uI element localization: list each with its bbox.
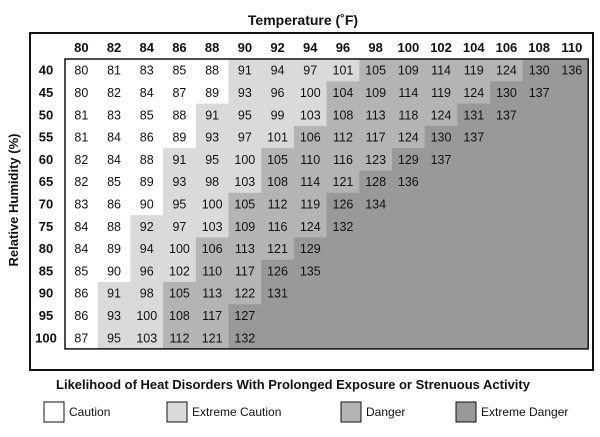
heat-index-value: 85 [107, 175, 122, 190]
temperature-tick-label: 92 [270, 40, 285, 55]
heat-index-value: 127 [234, 308, 256, 323]
heat-index-value: 82 [74, 152, 89, 167]
heat-index-value: 130 [528, 63, 550, 78]
heat-index-value: 106 [299, 130, 321, 145]
heat-index-value: 97 [172, 219, 187, 234]
heat-index-value: 129 [397, 152, 419, 167]
heat-index-value: 118 [398, 108, 419, 123]
heat-cell [556, 171, 589, 194]
heat-cell [457, 193, 490, 216]
heat-cell [392, 215, 425, 238]
heat-index-value: 103 [299, 108, 321, 123]
heat-index-value: 114 [300, 175, 321, 190]
heat-index-value: 95 [237, 108, 252, 123]
heat-index-value: 98 [205, 175, 220, 190]
heat-index-value: 109 [234, 219, 256, 234]
heat-index-value: 97 [237, 130, 252, 145]
heat-index-value: 84 [107, 152, 122, 167]
heat-index-value: 137 [463, 130, 485, 145]
heat-index-value: 137 [528, 85, 550, 100]
humidity-tick-label: 65 [38, 174, 54, 190]
heat-cell [261, 327, 294, 350]
heat-cell [556, 81, 589, 104]
heat-index-value: 93 [237, 85, 252, 100]
temperature-tick-label: 110 [561, 40, 583, 55]
temperature-tick-label: 90 [237, 40, 253, 55]
heat-cell [457, 282, 490, 305]
heat-index-value: 87 [172, 85, 187, 100]
heat-index-value: 119 [300, 197, 321, 212]
heat-index-value: 103 [201, 219, 223, 234]
heat-index-value: 100 [201, 197, 223, 212]
heat-index-value: 97 [303, 63, 318, 78]
heat-cell [490, 327, 523, 350]
heat-index-value: 100 [299, 85, 321, 100]
heat-index-value: 101 [332, 63, 354, 78]
humidity-tick-label: 90 [38, 285, 54, 301]
heat-index-value: 110 [300, 152, 321, 167]
heat-cell [457, 327, 490, 350]
humidity-tick-label: 100 [35, 330, 57, 346]
heat-cell [294, 304, 327, 327]
legend-swatch [341, 402, 361, 422]
heat-index-value: 124 [496, 63, 517, 78]
heat-cell [490, 260, 523, 283]
heat-index-value: 113 [365, 108, 386, 123]
heat-index-value: 100 [234, 152, 256, 167]
legend-label: Extreme Caution [192, 405, 282, 419]
heat-index-value: 103 [234, 175, 256, 190]
heat-index-value: 99 [270, 108, 285, 123]
heat-index-value: 85 [139, 108, 154, 123]
heat-index-value: 119 [463, 63, 484, 78]
heat-cell [556, 193, 589, 216]
heat-index-value: 102 [169, 264, 190, 279]
heat-index-value: 88 [205, 63, 220, 78]
temperature-tick-label: 86 [172, 40, 187, 55]
heat-cell [359, 237, 392, 260]
temperature-tick-label: 108 [528, 40, 551, 55]
heat-index-value: 132 [332, 219, 354, 234]
heat-cell [327, 237, 360, 260]
heat-cell [523, 260, 556, 283]
legend [44, 402, 568, 422]
legend-label: Caution [69, 405, 111, 419]
heat-cell [425, 237, 458, 260]
heat-cell [359, 215, 392, 238]
chart-caption: Likelihood of Heat Disorders With Prolonged Exposure or Strenuous Activity [56, 377, 530, 392]
heat-index-value: 84 [74, 242, 89, 257]
heat-index-value: 105 [234, 197, 256, 212]
heat-index-value: 108 [332, 108, 354, 123]
heat-index-value: 96 [139, 264, 154, 279]
heat-index-value: 86 [107, 197, 122, 212]
heat-index-value: 108 [169, 308, 190, 323]
heat-cell [490, 148, 523, 171]
heat-index-value: 106 [201, 242, 223, 257]
heat-index-value: 83 [74, 197, 89, 212]
y-axis-label: Relative Humidity (%) [6, 133, 21, 267]
heat-index-value: 86 [139, 130, 154, 145]
temperature-tick-label: 100 [397, 40, 420, 55]
legend-item [341, 402, 405, 422]
heat-cell [556, 282, 589, 305]
heat-index-value: 117 [202, 308, 223, 323]
heat-cell [392, 327, 425, 350]
heat-index-value: 131 [463, 108, 485, 123]
heat-cell [425, 193, 458, 216]
heat-index-value: 128 [365, 175, 387, 190]
heat-index-value: 81 [107, 63, 122, 78]
temperature-tick-label: 102 [430, 40, 452, 55]
humidity-tick-label: 40 [38, 62, 54, 78]
heat-cell [523, 304, 556, 327]
heat-index-value: 122 [234, 286, 256, 301]
heat-index-value: 126 [267, 264, 288, 279]
heat-index-value: 101 [267, 130, 288, 145]
heat-cell [327, 260, 360, 283]
heat-index-value: 87 [74, 331, 89, 346]
heat-index-value: 124 [397, 130, 419, 145]
heat-index-value: 136 [397, 175, 419, 190]
heat-cell [425, 304, 458, 327]
heat-index-value: 112 [332, 130, 353, 145]
heat-cell [425, 327, 458, 350]
temperature-tick-label: 82 [106, 40, 122, 55]
temperature-tick-label: 98 [368, 40, 383, 55]
heat-index-value: 113 [234, 242, 255, 257]
humidity-tick-label: 80 [38, 241, 54, 257]
heat-cell [490, 304, 523, 327]
humidity-tick-label: 75 [38, 218, 54, 234]
heat-cell [294, 327, 327, 350]
heat-index-value: 95 [107, 331, 122, 346]
heat-index-value: 109 [365, 85, 387, 100]
heat-cell [556, 304, 589, 327]
heat-cell [327, 327, 360, 350]
heat-cell [523, 237, 556, 260]
heat-index-value: 93 [172, 175, 187, 190]
heat-index-value: 83 [139, 63, 154, 78]
heat-index-value: 95 [205, 152, 220, 167]
heat-index-value: 135 [299, 264, 321, 279]
heat-index-value: 98 [139, 286, 154, 301]
heat-cell [556, 327, 589, 350]
temperature-tick-label: 94 [303, 40, 318, 55]
heat-cell [556, 260, 589, 283]
legend-item [456, 402, 568, 422]
heat-index-value: 114 [431, 63, 452, 78]
heat-index-value: 119 [431, 85, 452, 100]
heat-cell [523, 193, 556, 216]
heat-index-value: 80 [74, 85, 89, 100]
heat-index-value: 105 [169, 286, 190, 301]
heat-index-value: 96 [270, 85, 285, 100]
heat-index-value: 83 [107, 108, 122, 123]
heat-index-value: 117 [234, 264, 255, 279]
heat-index-value: 93 [107, 308, 122, 323]
heat-cell [392, 237, 425, 260]
heat-index-value: 88 [139, 152, 154, 167]
heat-cell [457, 304, 490, 327]
heat-index-value: 86 [74, 286, 89, 301]
heat-index-value: 104 [332, 85, 354, 100]
chart-title: Temperature (˚F) [247, 12, 359, 28]
heat-index-value: 84 [107, 130, 122, 145]
temperature-tick-label: 104 [462, 40, 485, 55]
heat-index-value: 137 [430, 152, 452, 167]
heat-index-value: 112 [267, 197, 288, 212]
heat-index-value: 84 [139, 85, 154, 100]
heat-index-value: 103 [136, 331, 158, 346]
heat-cell [523, 126, 556, 149]
heat-cell [261, 304, 294, 327]
heat-index-value: 116 [332, 152, 353, 167]
humidity-tick-label: 70 [38, 196, 54, 212]
heat-index-value: 105 [267, 152, 288, 167]
heat-cell [392, 193, 425, 216]
temperature-tick-label: 84 [139, 40, 154, 55]
heat-index-value: 89 [205, 85, 220, 100]
legend-item [44, 402, 110, 422]
heat-index-value: 105 [365, 63, 387, 78]
heat-cell [490, 171, 523, 194]
heat-index-value: 134 [365, 197, 387, 212]
heat-cell [523, 215, 556, 238]
heat-index-value: 94 [139, 242, 154, 257]
temperature-tick-label: 88 [204, 40, 220, 55]
heat-index-value: 95 [172, 197, 187, 212]
heat-index-value: 117 [365, 130, 386, 145]
heat-cell [359, 327, 392, 350]
heat-index-value: 90 [107, 264, 122, 279]
heat-index-value: 82 [107, 85, 122, 100]
heat-index-value: 129 [299, 242, 321, 257]
heat-index-value: 81 [74, 108, 89, 123]
heat-index-value: 114 [398, 85, 419, 100]
heat-cell [425, 260, 458, 283]
heat-index-value: 124 [299, 219, 321, 234]
heat-index-value: 89 [139, 175, 154, 190]
heat-index-value: 130 [496, 85, 517, 100]
legend-swatch [44, 402, 64, 422]
temperature-tick-label: 96 [335, 40, 351, 55]
heat-index-value: 85 [74, 264, 89, 279]
heat-cell [556, 148, 589, 171]
humidity-tick-label: 85 [38, 263, 54, 279]
heat-index-value: 108 [267, 175, 288, 190]
legend-item [167, 402, 281, 422]
heat-index-value: 92 [139, 219, 154, 234]
heat-index-value: 88 [172, 108, 187, 123]
heat-index-value: 123 [365, 152, 387, 167]
heat-cell [523, 148, 556, 171]
heat-index-value: 82 [74, 175, 89, 190]
heat-index-value: 124 [463, 85, 485, 100]
heat-cell [425, 171, 458, 194]
heat-index-value: 136 [561, 63, 583, 78]
heat-index-value: 130 [430, 130, 452, 145]
heat-cell [490, 215, 523, 238]
heat-cell [490, 193, 523, 216]
heat-index-value: 100 [169, 242, 190, 257]
humidity-tick-label: 55 [38, 129, 54, 145]
heat-cell [523, 171, 556, 194]
heat-cell [556, 104, 589, 127]
humidity-tick-label: 60 [38, 151, 54, 167]
legend-swatch [456, 402, 476, 422]
heat-index-value: 80 [74, 63, 89, 78]
heat-index-value: 91 [107, 286, 122, 301]
heat-cell [359, 260, 392, 283]
heat-index-value: 137 [496, 108, 517, 123]
heat-index-value: 126 [332, 197, 354, 212]
heat-cell [359, 282, 392, 305]
heat-cell [523, 327, 556, 350]
legend-label: Extreme Danger [481, 405, 569, 419]
heat-index-value: 131 [267, 286, 288, 301]
heat-index-value: 90 [139, 197, 154, 212]
heat-index-value: 112 [169, 331, 190, 346]
heat-cell [359, 304, 392, 327]
heat-index-value: 94 [270, 63, 285, 78]
heat-cell [392, 304, 425, 327]
heat-index-value: 84 [74, 219, 89, 234]
humidity-tick-label: 50 [38, 107, 54, 123]
heat-cell [294, 282, 327, 305]
heat-index-value: 100 [136, 308, 158, 323]
heat-cell [457, 215, 490, 238]
heat-cell [457, 237, 490, 260]
heat-index-value: 124 [430, 108, 452, 123]
legend-swatch [167, 402, 187, 422]
heat-index-value: 121 [267, 242, 288, 257]
heat-index-value: 91 [237, 63, 252, 78]
heat-index-value: 88 [107, 219, 122, 234]
heat-index-value: 89 [107, 242, 122, 257]
heat-cell [490, 126, 523, 149]
heat-cell [392, 260, 425, 283]
heat-cell [327, 282, 360, 305]
heat-cell [556, 215, 589, 238]
heat-cell [425, 215, 458, 238]
heat-cell [457, 148, 490, 171]
heat-cell [425, 282, 458, 305]
heat-cell [457, 171, 490, 194]
heat-index-value: 89 [172, 130, 187, 145]
heat-index-grid [30, 33, 593, 370]
heat-index-value: 86 [74, 308, 89, 323]
heat-index-value: 109 [397, 63, 419, 78]
heat-index-value: 81 [74, 130, 89, 145]
heat-index-value: 132 [234, 331, 256, 346]
heat-index-value: 93 [205, 130, 220, 145]
heat-cell [327, 304, 360, 327]
heat-index-value: 110 [202, 264, 223, 279]
heat-cell [523, 282, 556, 305]
heat-index-value: 91 [205, 108, 220, 123]
heat-cell [490, 237, 523, 260]
heat-cell [392, 282, 425, 305]
heat-index-value: 116 [267, 219, 288, 234]
heat-cell [556, 126, 589, 149]
heat-index-value: 85 [172, 63, 187, 78]
heat-index-value: 91 [172, 152, 187, 167]
heat-cell [523, 104, 556, 127]
heat-cell [556, 237, 589, 260]
legend-label: Danger [366, 405, 406, 419]
humidity-tick-label: 45 [38, 84, 54, 100]
humidity-tick-label: 95 [38, 307, 54, 323]
heat-cell [457, 260, 490, 283]
heat-index-value: 113 [202, 286, 223, 301]
temperature-tick-label: 80 [74, 40, 89, 55]
heat-index-value: 121 [201, 331, 223, 346]
heat-index-value: 121 [332, 175, 354, 190]
temperature-tick-label: 106 [495, 40, 518, 55]
heat-cell [490, 282, 523, 305]
